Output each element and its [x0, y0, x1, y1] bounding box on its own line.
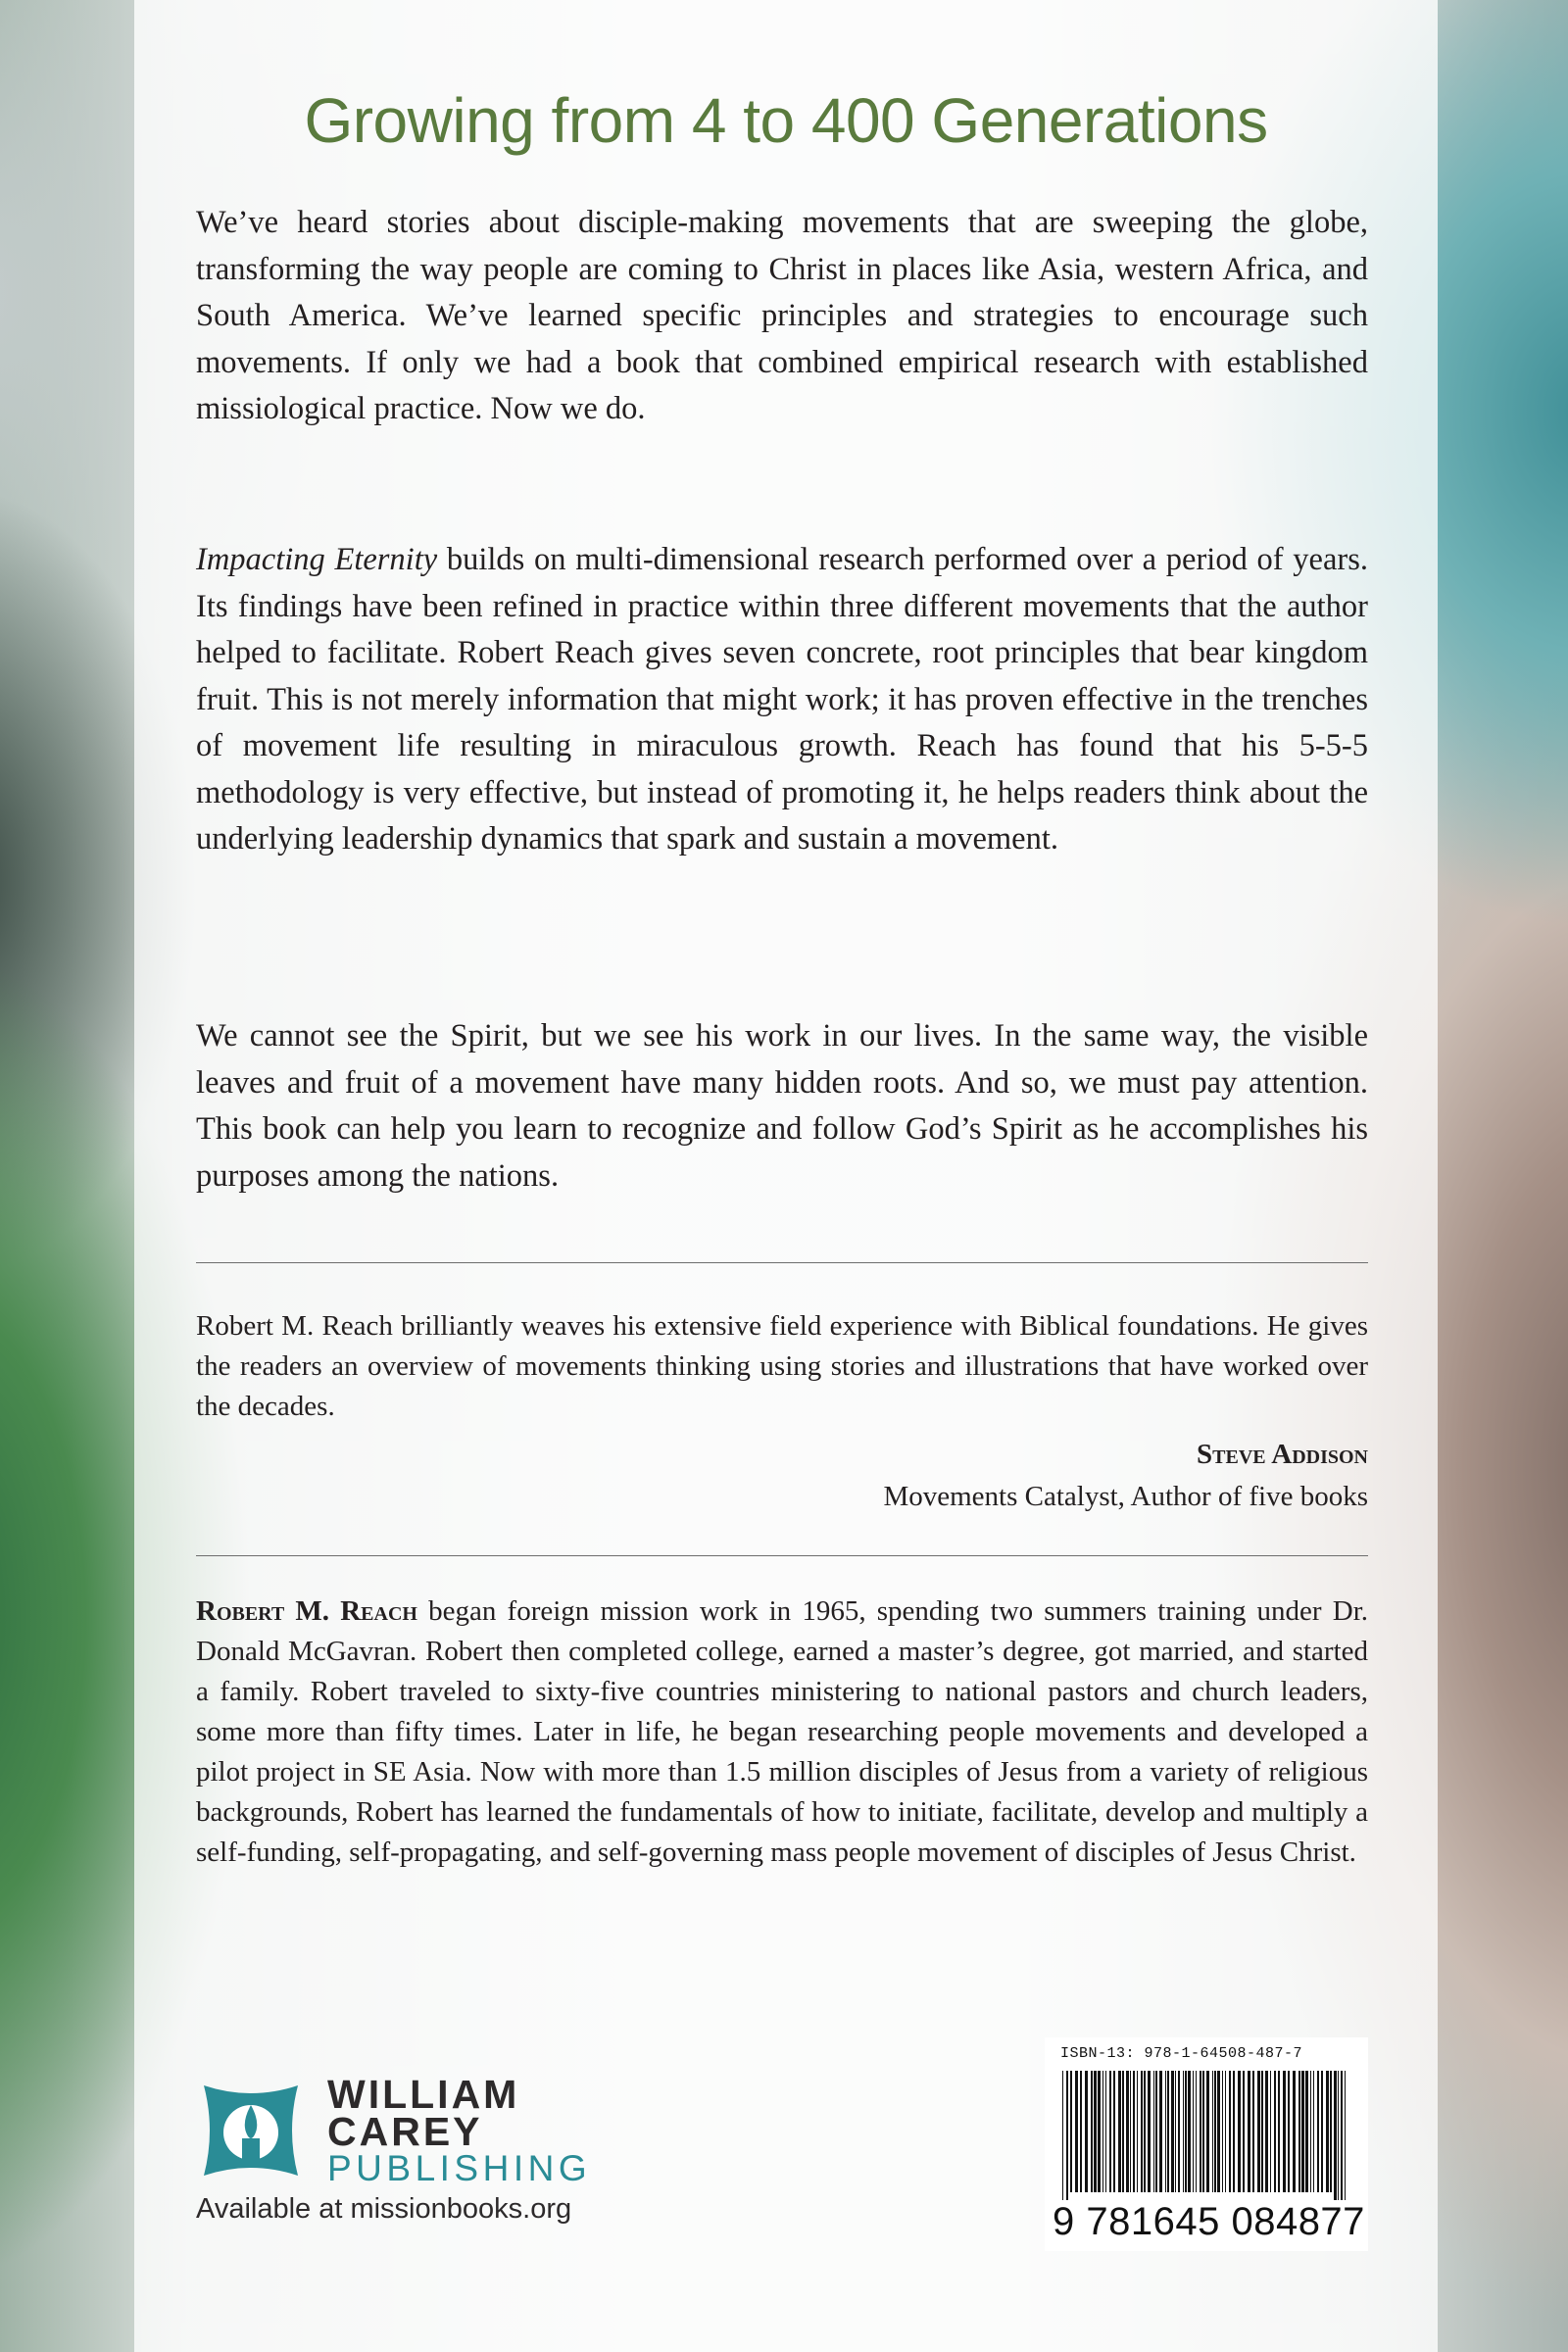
barcode-bar — [1122, 2071, 1124, 2192]
barcode-bar — [1206, 2071, 1209, 2192]
barcode-bar — [1330, 2071, 1332, 2192]
barcode-bar — [1321, 2071, 1323, 2192]
availability-note: Available at missionbooks.org — [196, 2193, 572, 2225]
barcode-bar — [1341, 2071, 1343, 2200]
barcode-bar — [1229, 2071, 1231, 2192]
barcode-digits: 9 781645 084877 — [1053, 2200, 1365, 2243]
barcode-bar — [1070, 2071, 1072, 2192]
barcode-bar — [1196, 2071, 1197, 2192]
book-title: Growing from 4 to 400 Generations — [304, 85, 1268, 156]
barcode-bar — [1175, 2071, 1176, 2192]
publisher-name-line1: WILLIAM — [327, 2072, 520, 2117]
barcode-bar — [1212, 2071, 1213, 2192]
barcode-bar — [1109, 2071, 1111, 2192]
barcode-bar — [1066, 2071, 1068, 2200]
barcode-bar — [1293, 2071, 1296, 2192]
isbn-label: ISBN-13: 978-1-64508-487-7 — [1060, 2045, 1303, 2062]
barcode — [1058, 2071, 1354, 2200]
candle-flame-icon — [196, 2076, 306, 2185]
endorser-name: Steve Addison — [1197, 1439, 1368, 1470]
barcode-bar — [1214, 2071, 1216, 2192]
barcode-bar — [1148, 2071, 1151, 2192]
barcode-bar — [1144, 2071, 1146, 2192]
endorsement-quote: Robert M. Reach brilliantly weaves his extensive field experience with Biblical foundations. He gives the readers an overview of movements thinking using stories and illustrations that have worked over the decades. — [196, 1310, 1368, 1422]
barcode-bar — [1159, 2071, 1162, 2192]
description-paragraph-2 — [196, 537, 1368, 863]
barcode-bar — [1105, 2071, 1106, 2192]
barcode-bar — [1298, 2071, 1300, 2192]
barcode-bar — [1113, 2071, 1115, 2192]
barcode-bar — [1130, 2071, 1131, 2192]
barcode-bar — [1141, 2071, 1143, 2192]
barcode-bar — [1188, 2071, 1191, 2192]
publisher-name — [327, 2072, 592, 2188]
barcode-bar — [1200, 2071, 1201, 2192]
barcode-bar — [1270, 2071, 1271, 2192]
barcode-bar — [1243, 2071, 1245, 2192]
barcode-bar — [1317, 2071, 1319, 2192]
barcode-bar — [1274, 2071, 1276, 2192]
barcode-bar — [1165, 2071, 1166, 2192]
author-bio — [196, 1592, 1368, 1873]
barcode-bar — [1248, 2071, 1250, 2192]
barcode-bar — [1178, 2071, 1180, 2192]
barcode-bar — [1153, 2071, 1154, 2192]
barcode-bar — [1155, 2071, 1157, 2192]
barcode-bar — [1313, 2071, 1314, 2192]
barcode-bar — [1193, 2071, 1194, 2192]
barcode-bar — [1305, 2071, 1308, 2192]
barcode-bar — [1085, 2071, 1088, 2192]
barcode-bar — [1075, 2071, 1078, 2192]
barcode-bar — [1338, 2071, 1339, 2200]
barcode-bar — [1261, 2071, 1263, 2192]
barcode-bar — [1252, 2071, 1254, 2192]
endorser-role: Movements Catalyst, Author of five books — [883, 1481, 1368, 1512]
barcode-bar — [1238, 2071, 1241, 2192]
barcode-bar — [1133, 2071, 1135, 2192]
description-paragraph-1: We’ve heard stories about disciple-making movements that are sweeping the globe, transforming the way people are coming to Christ in places like Asia, western Africa, and South America. We’ve learned specific principles and strategies to encourage such movements. If only we had a book that combined empirical research with established missiological practice. Now we do. — [196, 205, 1368, 426]
barcode-bar — [1185, 2071, 1187, 2192]
barcode-bar — [1278, 2071, 1280, 2192]
barcode-bar — [1062, 2071, 1063, 2200]
barcode-bar — [1345, 2071, 1346, 2200]
divider-bottom — [196, 1555, 1368, 1556]
publisher-name-line2: CAREY — [327, 2109, 483, 2154]
barcode-bar — [1265, 2071, 1268, 2192]
divider-top — [196, 1262, 1368, 1263]
barcode-bar — [1137, 2071, 1138, 2192]
barcode-bar — [1334, 2071, 1337, 2200]
barcode-bar — [1257, 2071, 1260, 2192]
description-paragraph-3: We cannot see the Spirit, but we see his work in our lives. In the same way, the visible leaves and fruit of a movement have many hidden roots. And so, we must pay attention. This book can help you learn to recognize and follow God’s Spirit as he accomplishes his purposes among the nations. — [196, 1018, 1368, 1194]
barcode-block — [1045, 2037, 1368, 2251]
barcode-bar — [1102, 2071, 1103, 2192]
barcode-bar — [1310, 2071, 1311, 2192]
description-paragraph-2-text: builds on multi-dimensional research performed over a period of years. Its findings have been refined in practice within three different movements that the author helped to facilitate. Robert Reach gives seven concrete, root principles that bear kingdom fruit. This is not merely information that might work; it has proven effective in the trenches of movement life resulting in miraculous growth. Reach has found that his 5-5-5 methodology is very effective, but instead of promoting it, he helps readers think about the underlying leadership dynamics that spark and sustain a movement. — [196, 542, 1368, 857]
barcode-bar — [1217, 2071, 1220, 2192]
barcode-bar — [1233, 2071, 1235, 2192]
publisher-logo — [196, 2072, 617, 2188]
barcode-bar — [1301, 2071, 1304, 2192]
barcode-bar — [1225, 2071, 1226, 2192]
barcode-bar — [1167, 2071, 1169, 2192]
barcode-bar — [1288, 2071, 1290, 2192]
barcode-bar — [1222, 2071, 1223, 2192]
author-name: Robert M. Reach — [196, 1595, 417, 1627]
author-bio-text: began foreign mission work in 1965, spending two summers training under Dr. Donald McGavran. Robert then completed college, earned a master’s degree, got married, and started a family. Robert traveled to sixty-five countries ministering to national pastors and church leaders, some more than fifty times. Later in life, he began researching people movements and developed a pilot project in SE Asia. Now with more than 1.5 million disciples of Jesus from a variety of religious backgrounds, Robert has learned the fundamentals of how to initiate, facilitate, develop and multiply a self-funding, self-propagating, and self-governing mass people movement of disciples of Jesus Christ. — [196, 1595, 1369, 1868]
barcode-bar — [1094, 2071, 1097, 2192]
endorsement-attribution — [883, 1434, 1368, 1518]
barcode-bar — [1326, 2071, 1329, 2192]
barcode-bar — [1183, 2071, 1184, 2192]
barcode-bar — [1091, 2071, 1093, 2192]
barcode-bar — [1118, 2071, 1121, 2192]
barcode-bar — [1283, 2071, 1286, 2192]
publisher-name-line3: PUBLISHING — [327, 2148, 592, 2188]
barcode-bar — [1202, 2071, 1204, 2192]
barcode-bar — [1098, 2071, 1101, 2192]
barcode-bar — [1126, 2071, 1129, 2192]
book-name-italic: Impacting Eternity — [196, 542, 438, 577]
barcode-bar — [1080, 2071, 1082, 2192]
barcode-bar — [1171, 2071, 1174, 2192]
